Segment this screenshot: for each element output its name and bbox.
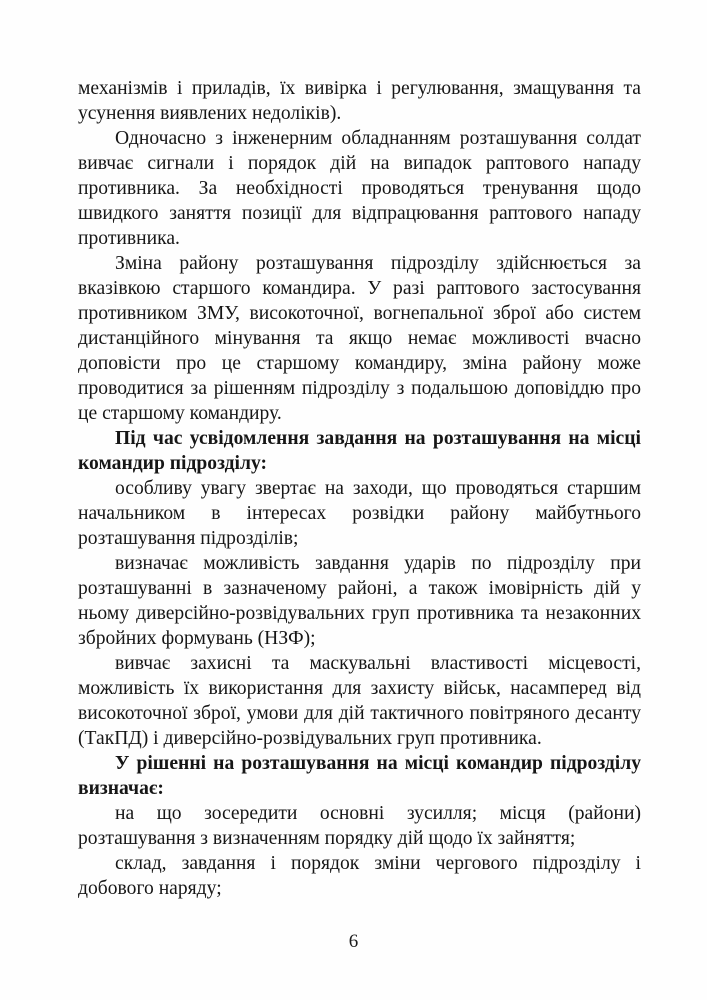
body-text [78, 76, 641, 901]
paragraph: особливу увагу звертає на заходи, що проводяться старшим начальником в інтересах розвідки району майбутнього розташування підрозділів; [78, 478, 641, 549]
paragraph: на що зосередити основні зусилля; місця (райони) розташування з визначенням порядку дій щодо їх зайняття; [78, 803, 641, 849]
paragraph: визначає можливість завдання ударів по підрозділу при розташуванні в зазначеному районі, а також імовірність дій у ньому диверсійно-розвідувальних груп противника та незаконних збройних формувань (НЗФ); [78, 553, 641, 649]
paragraph: вивчає захисні та маскувальні властивості місцевості, можливість їх використання для захисту військ, насамперед від високоточної зброї, умови для дій тактичного повітряного десанту (ТакПД) і диверсійно-розвідувальних груп противника. [78, 653, 641, 749]
paragraph: склад, завдання і порядок зміни чергового підрозділу і добового наряду; [78, 853, 641, 899]
paragraph-continuation: механізмів і приладів, їх вивірка і регулювання, змащування та усунення виявлених недоліків). [78, 78, 641, 124]
paragraph: Одночасно з інженерним обладнанням розташування солдат вивчає сигнали і порядок дій на випадок раптового нападу противника. За необхідності проводяться тренування щодо швидкого заняття позиції для відпрацювання раптового нападу противника. [78, 128, 641, 249]
paragraph: Зміна району розташування підрозділу здійснюється за вказівкою старшого командира. У разі раптового застосування противником ЗМУ, високоточної, вогнепальної зброї або систем дистанційного мінування та якщо немає можливості вчасно доповісти про це старшому командиру, зміна району може проводитися за рішенням підрозділу з подальшою доповіддю про це старшому командиру. [78, 253, 641, 424]
page-number: 6 [348, 931, 359, 952]
paragraph-heading: У рішенні на розташування на місці командир підрозділу визначає: [78, 753, 641, 799]
paragraph-heading: Під час усвідомлення завдання на розташування на місці командир підрозділу: [78, 428, 641, 474]
